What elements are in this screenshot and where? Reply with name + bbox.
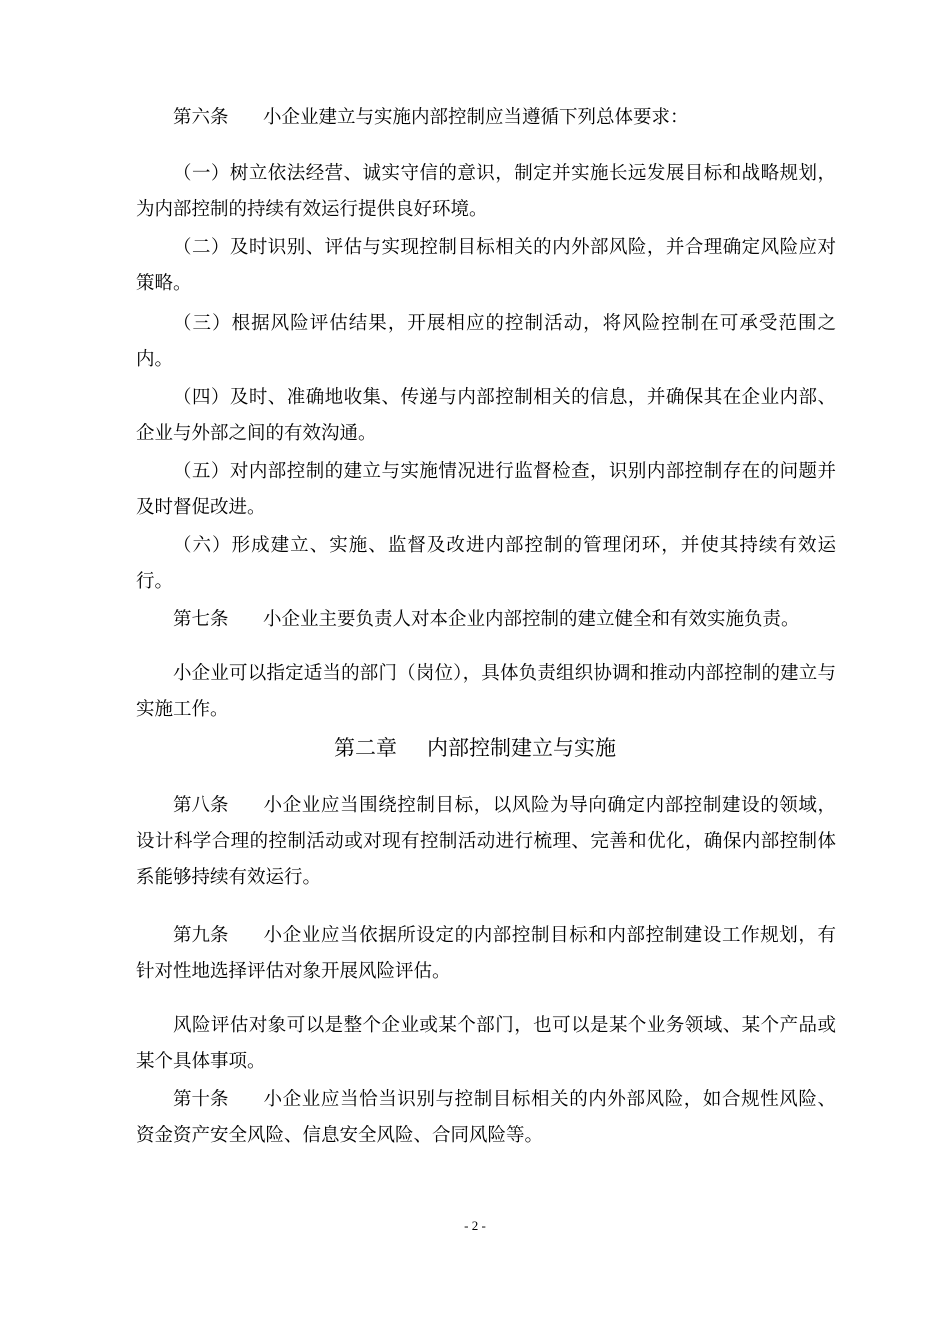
article-text: 小企业应当依据所设定的内部控制目标和内部控制建设工作规划，有针对性地选择评估对象开展风险评估。: [136, 925, 836, 982]
chapter-number: 第二章: [334, 736, 397, 760]
article-7-paragraph-2: 小企业可以指定适当的部门（岗位），具体负责组织协调和推动内部控制的建立与实施工作。: [136, 663, 836, 720]
article-10: [136, 1082, 836, 1154]
requirement-item-3: （三）根据风险评估结果，开展相应的控制活动，将风险控制在可承受范围之内。: [136, 313, 836, 370]
chapter-title: 内部控制建立与实施: [427, 736, 616, 760]
requirement-item-2: （二）及时识别、评估与实现控制目标相关的内外部风险，并合理确定风险应对策略。: [136, 237, 836, 294]
chapter-heading: [0, 728, 950, 768]
page-number: - 2 -: [464, 1218, 486, 1233]
article-7: [136, 602, 836, 638]
article-text: 小企业应当恰当识别与控制目标相关的内外部风险，如合规性风险、资金资产安全风险、信息安全风险、合同风险等。: [136, 1089, 836, 1146]
requirement-item-5: （五）对内部控制的建立与实施情况进行监督检查，识别内部控制存在的问题并及时督促改进。: [136, 461, 836, 518]
article-text: 小企业主要负责人对本企业内部控制的建立健全和有效实施负责。: [263, 609, 800, 630]
article-number: 第十条: [173, 1089, 229, 1110]
article-number: 第七条: [173, 609, 229, 630]
requirement-item-4: （四）及时、准确地收集、传递与内部控制相关的信息，并确保其在企业内部、企业与外部之间的有效沟通。: [136, 387, 836, 444]
article-9-paragraph-2: 风险评估对象可以是整个企业或某个部门，也可以是某个业务领域、某个产品或某个具体事项。: [136, 1015, 836, 1072]
article-text: 小企业建立与实施内部控制应当遵循下列总体要求：: [263, 107, 689, 128]
requirement-item-1: （一）树立依法经营、诚实守信的意识，制定并实施长远发展目标和战略规划，为内部控制的持续有效运行提供良好环境。: [136, 163, 836, 220]
article-9: [136, 918, 836, 990]
article-8: [136, 788, 836, 896]
article-number: 第八条: [173, 795, 229, 816]
article-6: [136, 100, 836, 136]
requirement-item-6: （六）形成建立、实施、监督及改进内部控制的管理闭环，并使其持续有效运行。: [136, 535, 836, 592]
article-number: 第九条: [173, 925, 229, 946]
article-number: 第六条: [173, 107, 229, 128]
article-text: 小企业应当围绕控制目标，以风险为导向确定内部控制建设的领域，设计科学合理的控制活动或对现有控制活动进行梳理、完善和优化，确保内部控制体系能够持续有效运行。: [136, 795, 836, 888]
